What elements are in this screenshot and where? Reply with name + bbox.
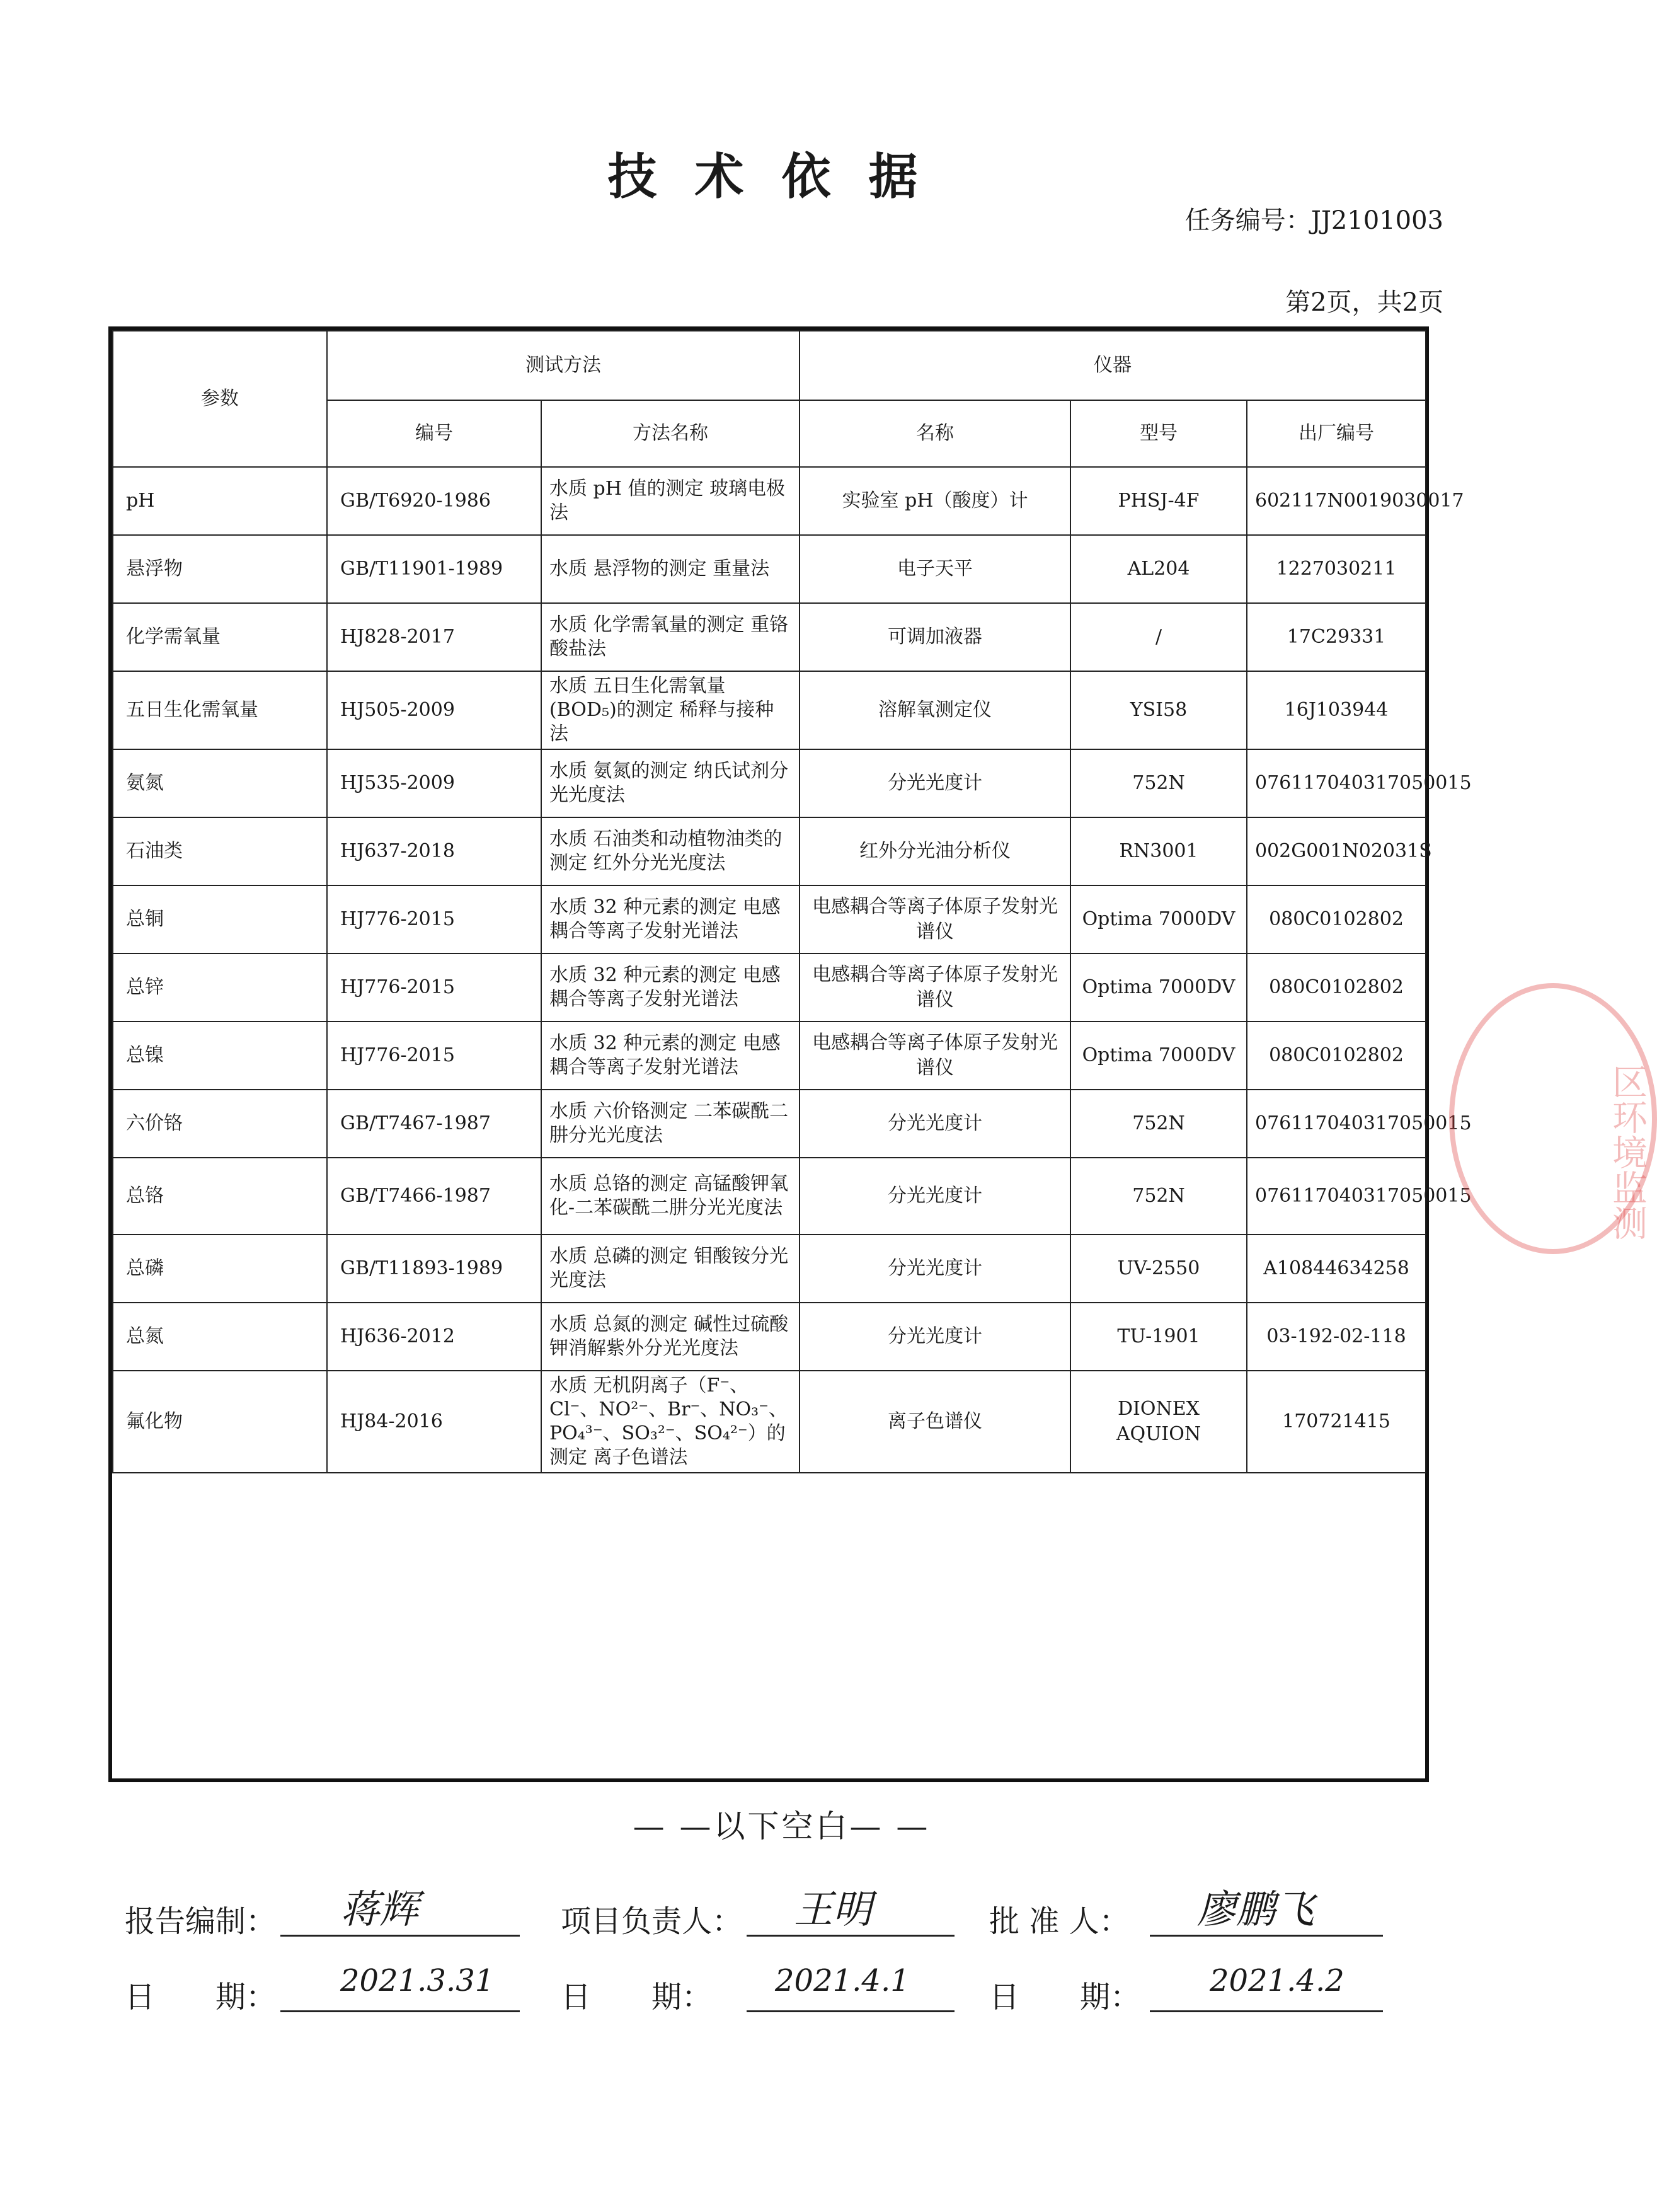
lead-label: 项目负责人： xyxy=(561,1904,743,1939)
instrument-name-cell: 电感耦合等离子体原子发射光谱仪 xyxy=(800,953,1070,1022)
instrument-model-cell: Optima 7000DV xyxy=(1070,885,1247,953)
official-stamp: 区环境监测 xyxy=(1449,983,1657,1254)
method-name-cell: 水质 总铬的测定 高锰酸钾氧化-二苯碳酰二肼分光光度法 xyxy=(541,1158,800,1235)
instrument-model-cell: DIONEX AQUION xyxy=(1070,1371,1247,1473)
method-name-cell: 水质 32 种元素的测定 电感耦合等离子发射光谱法 xyxy=(541,885,800,953)
blank-below-note: — —以下空白— — xyxy=(633,1808,931,1845)
table-row xyxy=(113,1235,1426,1303)
header-param: 参数 xyxy=(113,331,327,467)
serial-number-cell: 076117040317050015 xyxy=(1247,1158,1426,1235)
approve-date-label: 日 期： xyxy=(989,1979,1141,2015)
instrument-name-cell: 分光光度计 xyxy=(800,1303,1070,1371)
table-row xyxy=(113,817,1426,885)
instrument-name-cell: 分光光度计 xyxy=(800,749,1070,817)
instrument-name-cell: 离子色谱仪 xyxy=(800,1371,1070,1473)
method-name-cell: 水质 化学需氧量的测定 重铬酸盐法 xyxy=(541,603,800,671)
approve-signature: 廖鹏飞 xyxy=(1197,1886,1315,1932)
report-label: 报告编制： xyxy=(125,1904,277,1939)
instrument-name-cell: 电子天平 xyxy=(800,535,1070,603)
serial-number-cell: 170721415 xyxy=(1247,1371,1426,1473)
header-method-name: 方法名称 xyxy=(541,400,800,467)
method-name-cell: 水质 总磷的测定 钼酸铵分光光度法 xyxy=(541,1235,800,1303)
instrument-model-cell: Optima 7000DV xyxy=(1070,953,1247,1022)
table-row xyxy=(113,671,1426,749)
instrument-model-cell: 752N xyxy=(1070,1158,1247,1235)
report-signature: 蒋辉 xyxy=(340,1886,419,1932)
method-code-cell: HJ828-2017 xyxy=(327,603,541,671)
instrument-name-cell: 分光光度计 xyxy=(800,1158,1070,1235)
approve-label: 批 准 人： xyxy=(989,1904,1130,1939)
param-cell: 悬浮物 xyxy=(113,535,327,603)
instrument-name-cell: 分光光度计 xyxy=(800,1090,1070,1158)
instrument-name-cell: 溶解氧测定仪 xyxy=(800,671,1070,749)
lead-date: 2021.4.1 xyxy=(775,1963,910,1998)
serial-number-cell: 080C0102802 xyxy=(1247,1022,1426,1090)
method-code-cell: GB/T11901-1989 xyxy=(327,535,541,603)
table-row xyxy=(113,1022,1426,1090)
param-cell: 六价铬 xyxy=(113,1090,327,1158)
table-row xyxy=(113,535,1426,603)
instrument-model-cell: / xyxy=(1070,603,1247,671)
param-cell: 总铬 xyxy=(113,1158,327,1235)
serial-number-cell: 080C0102802 xyxy=(1247,885,1426,953)
lead-date-label: 日 期： xyxy=(561,1979,713,2015)
param-cell: 总磷 xyxy=(113,1235,327,1303)
method-name-cell: 水质 无机阴离子（F⁻、Cl⁻、NO²⁻、Br⁻、NO₃⁻、PO₄³⁻、SO₃²⁻、SO₄²⁻）的测定 离子色谱法 xyxy=(541,1371,800,1473)
table-row xyxy=(113,1303,1426,1371)
method-code-cell: HJ776-2015 xyxy=(327,953,541,1022)
method-name-cell: 水质 pH 值的测定 玻璃电极法 xyxy=(541,467,800,535)
method-code-cell: HJ505-2009 xyxy=(327,671,541,749)
method-name-cell: 水质 六价铬测定 二苯碳酰二肼分光光度法 xyxy=(541,1090,800,1158)
page-info: 第2页，共2页 xyxy=(1285,288,1443,317)
method-name-cell: 水质 石油类和动植物油类的测定 红外分光光度法 xyxy=(541,817,800,885)
serial-number-cell: 076117040317050015 xyxy=(1247,1090,1426,1158)
header-inst-name: 名称 xyxy=(800,400,1070,467)
param-cell: 总铜 xyxy=(113,885,327,953)
instrument-name-cell: 电感耦合等离子体原子发射光谱仪 xyxy=(800,885,1070,953)
method-code-cell: HJ636-2012 xyxy=(327,1303,541,1371)
table-row xyxy=(113,1371,1426,1473)
serial-number-cell: 080C0102802 xyxy=(1247,953,1426,1022)
method-name-cell: 水质 悬浮物的测定 重量法 xyxy=(541,535,800,603)
method-name-cell: 水质 总氮的测定 碱性过硫酸钾消解紫外分光光度法 xyxy=(541,1303,800,1371)
task-number: 任务编号：JJ2101003 xyxy=(1184,206,1443,235)
instrument-model-cell: TU-1901 xyxy=(1070,1303,1247,1371)
instrument-model-cell: PHSJ-4F xyxy=(1070,467,1247,535)
serial-number-cell: 076117040317050015 xyxy=(1247,749,1426,817)
instrument-model-cell: AL204 xyxy=(1070,535,1247,603)
header-model: 型号 xyxy=(1070,400,1247,467)
method-code-cell: HJ776-2015 xyxy=(327,1022,541,1090)
serial-number-cell: A10844634258 xyxy=(1247,1235,1426,1303)
approve-date: 2021.4.2 xyxy=(1210,1963,1345,1998)
instrument-model-cell: YSI58 xyxy=(1070,671,1247,749)
instrument-name-cell: 可调加液器 xyxy=(800,603,1070,671)
table-row xyxy=(113,953,1426,1022)
method-code-cell: HJ84-2016 xyxy=(327,1371,541,1473)
table-row xyxy=(113,467,1426,535)
table-row xyxy=(113,603,1426,671)
instrument-model-cell: Optima 7000DV xyxy=(1070,1022,1247,1090)
report-date: 2021.3.31 xyxy=(340,1963,495,1998)
param-cell: 氨氮 xyxy=(113,749,327,817)
param-cell: 石油类 xyxy=(113,817,327,885)
instrument-name-cell: 分光光度计 xyxy=(800,1235,1070,1303)
method-code-cell: GB/T7466-1987 xyxy=(327,1158,541,1235)
table-row xyxy=(113,1090,1426,1158)
serial-number-cell: 1227030211 xyxy=(1247,535,1426,603)
param-cell: 总锌 xyxy=(113,953,327,1022)
lead-signature: 王明 xyxy=(794,1886,873,1932)
serial-number-cell: 602117N0019030017 xyxy=(1247,467,1426,535)
serial-number-cell: 002G001N02031S xyxy=(1247,817,1426,885)
param-cell: 化学需氧量 xyxy=(113,603,327,671)
param-cell: 总氮 xyxy=(113,1303,327,1371)
method-name-cell: 水质 32 种元素的测定 电感耦合等离子发射光谱法 xyxy=(541,953,800,1022)
method-code-cell: GB/T7467-1987 xyxy=(327,1090,541,1158)
method-code-cell: GB/T6920-1986 xyxy=(327,467,541,535)
header-serial: 出厂编号 xyxy=(1247,400,1426,467)
method-name-cell: 水质 氨氮的测定 纳氏试剂分光光度法 xyxy=(541,749,800,817)
header-method: 测试方法 xyxy=(327,331,800,400)
serial-number-cell: 03-192-02-118 xyxy=(1247,1303,1426,1371)
serial-number-cell: 17C29331 xyxy=(1247,603,1426,671)
serial-number-cell: 16J103944 xyxy=(1247,671,1426,749)
report-date-label: 日 期： xyxy=(125,1979,277,2015)
instrument-name-cell: 实验室 pH（酸度）计 xyxy=(800,467,1070,535)
method-code-cell: HJ776-2015 xyxy=(327,885,541,953)
instrument-model-cell: UV-2550 xyxy=(1070,1235,1247,1303)
method-code-cell: HJ637-2018 xyxy=(327,817,541,885)
method-code-cell: HJ535-2009 xyxy=(327,749,541,817)
table-row xyxy=(113,749,1426,817)
method-code-cell: GB/T11893-1989 xyxy=(327,1235,541,1303)
instrument-model-cell: 752N xyxy=(1070,749,1247,817)
table-row xyxy=(113,885,1426,953)
document-title: 技术依据 xyxy=(607,148,956,205)
instrument-model-cell: RN3001 xyxy=(1070,817,1247,885)
instrument-name-cell: 红外分光油分析仪 xyxy=(800,817,1070,885)
instrument-model-cell: 752N xyxy=(1070,1090,1247,1158)
tech-basis-table xyxy=(108,326,1472,1782)
method-name-cell: 水质 32 种元素的测定 电感耦合等离子发射光谱法 xyxy=(541,1022,800,1090)
header-instrument: 仪器 xyxy=(800,331,1426,400)
instrument-name-cell: 电感耦合等离子体原子发射光谱仪 xyxy=(800,1022,1070,1090)
param-cell: 氟化物 xyxy=(113,1371,327,1473)
method-name-cell: 水质 五日生化需氧量(BOD₅)的测定 稀释与接种法 xyxy=(541,671,800,749)
header-code: 编号 xyxy=(327,400,541,467)
param-cell: 总镍 xyxy=(113,1022,327,1090)
param-cell: pH xyxy=(113,467,327,535)
param-cell: 五日生化需氧量 xyxy=(113,671,327,749)
table-row xyxy=(113,1158,1426,1235)
